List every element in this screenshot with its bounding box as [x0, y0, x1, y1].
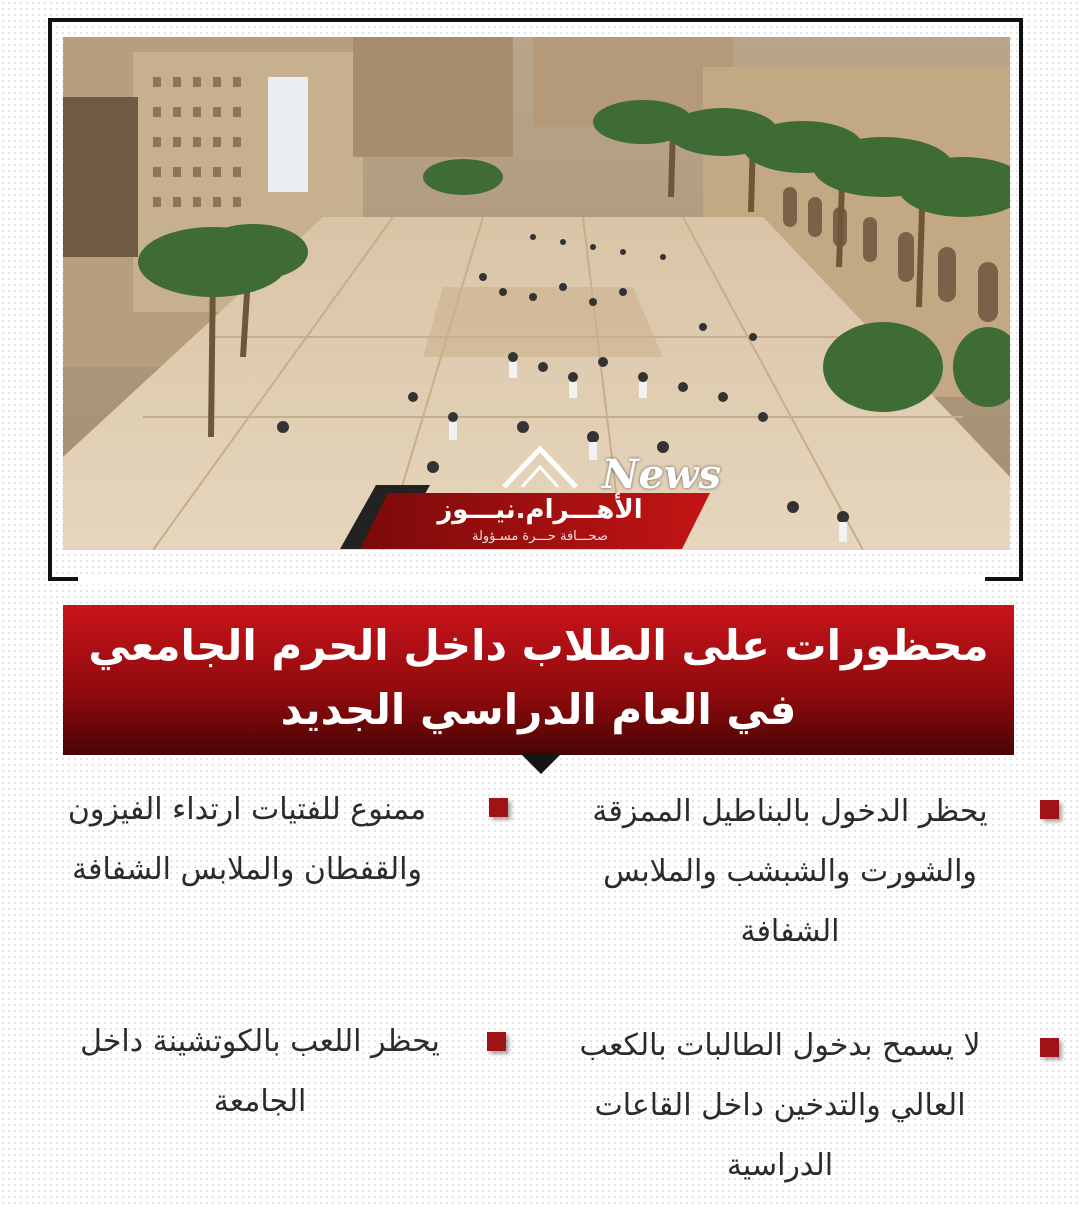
frame-corner-right: [985, 577, 1023, 581]
list-item: يحظر اللعب بالكوتشينة داخل الجامعة: [80, 1024, 440, 1119]
logo-name: الأهـــرام.نيـــوز: [437, 495, 643, 525]
list-item: يحظر الدخول بالبناطيل الممزقة والشورت والشبشب والملابس الشفافة: [592, 794, 988, 949]
frame-corner-left: [48, 577, 78, 581]
frame-gap: [78, 575, 985, 585]
alahram-news-logo: [340, 445, 740, 555]
list-item: ممنوع للفتيات ارتداء الفيزون والقفطان والملابس الشفافة: [67, 792, 427, 887]
title-pointer: [520, 753, 562, 774]
title-line-1: محظورات على الطلاب داخل الحرم الجامعي: [88, 621, 989, 670]
bullet-icon: [1040, 1038, 1059, 1057]
bullet-icon: [1040, 800, 1059, 819]
logo-news-word: News: [602, 451, 721, 498]
page-title: [63, 614, 1014, 742]
bullet-icon: [487, 1032, 506, 1051]
logo-tagline: صحـــافة حـــرة مسـؤولة: [471, 529, 608, 544]
bullet-icon: [489, 798, 508, 817]
pyramid-icon: [500, 445, 580, 489]
title-line-2: في العام الدراسي الجديد: [280, 685, 797, 734]
list-item: لا يسمح بدخول الطالبات بالكعب العالي والتدخين داخل القاعات الدراسية: [579, 1028, 981, 1183]
